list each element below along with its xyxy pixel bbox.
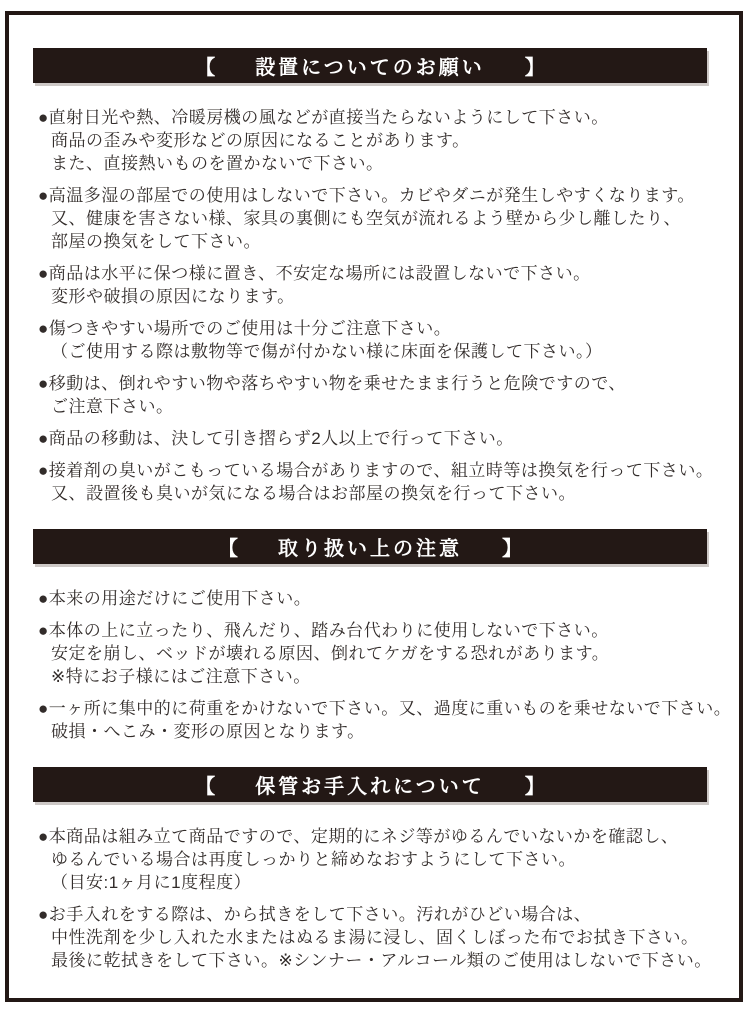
section-title: 保管お手入れについて	[255, 776, 485, 798]
notice-line: ※特にお子様にはご注意下さい。	[51, 667, 311, 686]
notice-line: 中性洗剤を少し入れた水またはぬるま湯に浸し、固くしぼった布でお拭き下さい。	[51, 928, 699, 947]
notice-line: ●お手入れをする際は、から拭きをして下さい。汚れがひどい場合は、	[38, 905, 592, 924]
notice-line: ●接着剤の臭いがこもっている場合がありますので、組立時等は換気を行って下さい。	[38, 461, 714, 480]
notice-line: 商品の歪みや変形などの原因になることがあります。	[51, 131, 470, 150]
notice-line: 破損・へこみ・変形の原因となります。	[51, 722, 365, 741]
notice-line: 又、設置後も臭いが気になる場合はお部屋の換気を行って下さい。	[51, 484, 576, 503]
header-bracket-close: 】	[502, 538, 522, 560]
notice-line: ●高温多湿の部屋での使用はしないで下さい。カビやダニが発生しやすくなります。	[38, 186, 695, 205]
section-header-installation	[33, 48, 707, 83]
notice-item	[38, 317, 727, 363]
notice-item	[38, 697, 732, 743]
notice-line: 最後に乾拭きをして下さい。※シンナー・アルコール類のご使用はしないで下さい。	[51, 951, 712, 970]
notice-line: ご注意下さい。	[51, 397, 174, 416]
notice-item	[38, 587, 727, 610]
notice-item	[38, 184, 727, 253]
notice-item	[38, 459, 727, 505]
notice-line: ゆるんでいる場合は再度しっかりと締めなおすようにして下さい。	[51, 850, 576, 869]
header-bracket-open: 【	[195, 57, 216, 79]
page-frame	[5, 11, 743, 1002]
notice-line: ●本商品は組み立て商品ですので、定期的にネジ等がゆるんでいないかを確認し、	[38, 827, 679, 846]
notice-line: 部屋の換気をして下さい。	[51, 232, 261, 251]
notice-item	[38, 903, 727, 972]
notice-line: 又、健康を害さない様、家具の裏側にも空気が流れるよう壁から少し離したり、	[51, 209, 681, 228]
section-body-handling	[9, 564, 739, 767]
notice-item	[38, 372, 727, 418]
notice-item	[38, 427, 727, 450]
notice-line: また、直接熱いものを置かないで下さい。	[51, 154, 384, 173]
notice-line: ●直射日光や熱、冷暖房機の風などが直接当たらないようにして下さい。	[38, 108, 609, 127]
notice-item	[38, 619, 727, 688]
header-bracket-open: 【	[218, 538, 238, 560]
notice-line: 安定を崩し、ベッドが壊れる原因、倒れてケガをする恐れがあります。	[51, 644, 610, 663]
notice-item	[38, 825, 727, 894]
notice-line: ●一ヶ所に集中的に荷重をかけないで下さい。又、過度に重いものを乗せないで下さい。	[38, 699, 732, 718]
section-title: 取り扱い上の注意	[278, 538, 462, 560]
section-title: 設置についてのお願い	[255, 57, 485, 79]
header-bracket-close: 】	[524, 57, 545, 79]
notice-line: （目安:1ヶ月に1度程度）	[51, 873, 252, 892]
header-bracket-open: 【	[195, 776, 216, 798]
section-header-handling	[33, 529, 707, 564]
notice-line: ●商品の移動は、決して引き摺らず2人以上で行って下さい。	[38, 429, 514, 448]
notice-line: ●移動は、倒れやすい物や落ちやすい物を乗せたまま行うと危険ですので、	[38, 374, 626, 393]
section-header-storage-care	[33, 767, 707, 802]
header-bracket-close: 】	[524, 776, 545, 798]
notice-line: 変形や破損の原因になります。	[51, 287, 295, 306]
notice-item	[38, 106, 727, 175]
notice-item	[38, 262, 727, 308]
notice-line: ●本来の用途だけにご使用下さい。	[38, 589, 312, 608]
notice-line: ●傷つきやすい場所でのご使用は十分ご注意下さい。	[38, 319, 452, 338]
notice-line: ●商品は水平に保つ様に置き、不安定な場所には設置しないで下さい。	[38, 264, 591, 283]
notice-line: ●本体の上に立ったり、飛んだり、踏み台代わりに使用しないで下さい。	[38, 621, 609, 640]
section-body-installation	[9, 83, 739, 529]
section-body-storage-care	[9, 802, 739, 996]
notice-line: （ご使用する際は敷物等で傷が付かない様に床面を保護して下さい。）	[51, 342, 603, 361]
